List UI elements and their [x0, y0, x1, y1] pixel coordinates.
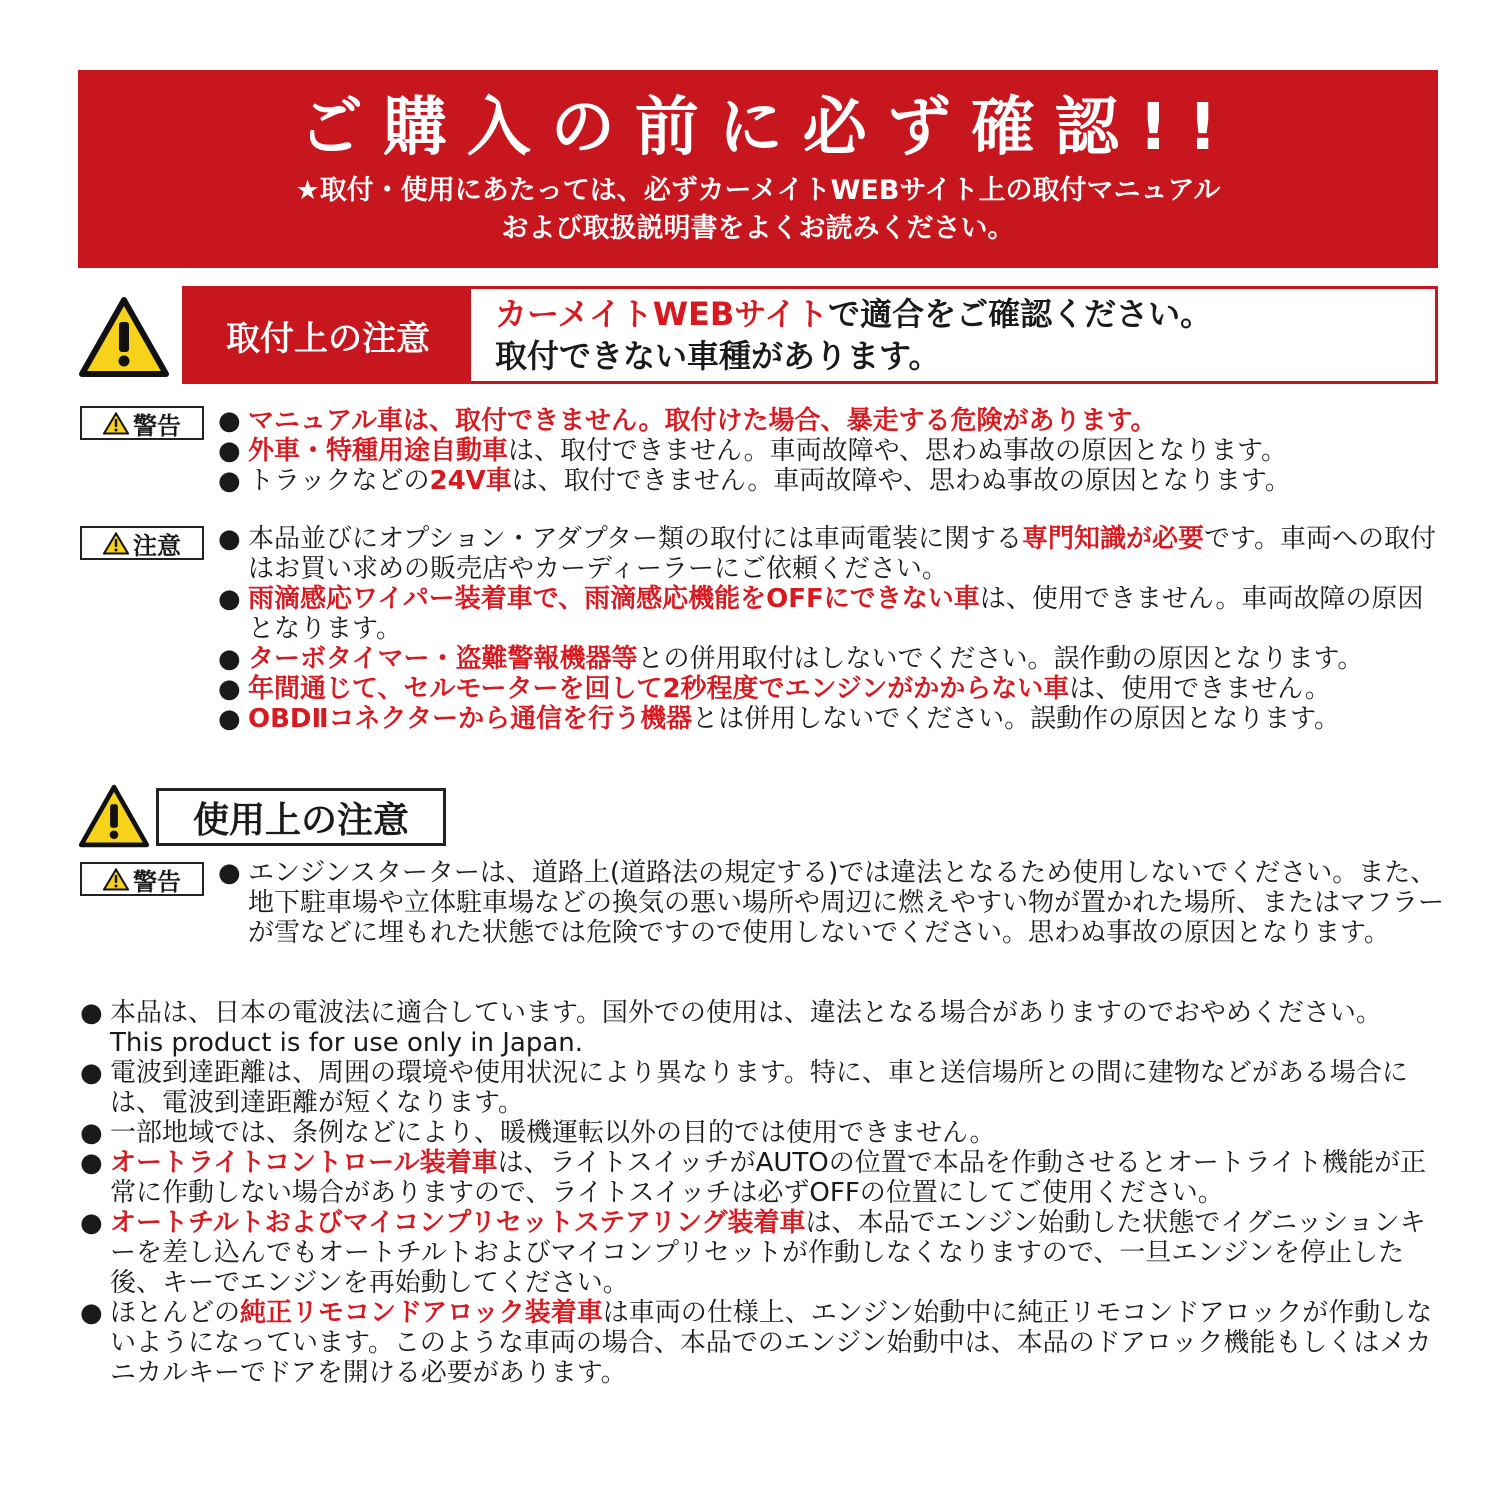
usage-note-6 — [80, 1298, 1450, 1388]
usage-note-5-text: は、本品でエンジン始動した状態でイグニッションキーを差し込んでもオートチルトおよびマイコンプリセットが作動しなくなりますので、一旦エンジンを停止した後、キーでエンジンを再始動してください。 — [110, 1208, 1426, 1298]
install-warning-item-3-pre: トラックなどの — [248, 466, 430, 496]
usage-note-4 — [80, 1148, 1450, 1208]
banner-title: ご購入の前に必ず確認!! — [298, 91, 1238, 165]
install-notice-box — [182, 286, 1438, 384]
install-caution-badge — [80, 526, 204, 560]
install-warning-badge — [80, 406, 204, 440]
bullet: ● — [80, 1058, 103, 1088]
install-caution-item-5-red: OBDⅡコネクターから通信を行う機器 — [248, 704, 693, 734]
usage-note-6-red: 純正リモコンドアロック装着車 — [240, 1298, 603, 1328]
install-warning-list — [218, 406, 1448, 496]
install-warning-item-1 — [218, 406, 1448, 436]
install-notice-label: 取付上の注意 — [185, 289, 471, 381]
install-warning-item-3-text: は、取付できません。車両故障や、思わぬ事故の原因となります。 — [511, 466, 1291, 496]
usage-warning-triangle-icon — [78, 784, 150, 848]
banner-subtitle-line2: および取扱説明書をよくお読みください。 — [501, 213, 1015, 244]
bullet: ● — [80, 998, 103, 1028]
usage-note-6-text: は車両の仕様上、エンジン始動中に純正リモコンドアロックが作動しないようになっています。このような車両の場合、本品でのエンジン始動中は、本品のドアロック機能もしくはメカニカルキーでドアを開ける必要があります。 — [110, 1298, 1433, 1388]
install-notice-line1-rest: で適合をご確認ください。 — [828, 295, 1213, 333]
usage-note-2 — [80, 1058, 1450, 1118]
usage-note-1 — [80, 998, 1450, 1028]
bullet: ● — [80, 1298, 103, 1328]
banner-subtitle-line1: ★取付・使用にあたっては、必ずカーメイトWEBサイト上の取付マニュアル — [295, 175, 1221, 206]
usage-warning-list — [218, 858, 1448, 948]
install-caution-item-1-red: 専門知識が必要 — [1022, 524, 1205, 554]
install-warning-item-2 — [218, 436, 1448, 466]
install-caution-item-2-text: は、使用できません。車両故障の原因となります。 — [248, 584, 1424, 644]
caution-small-icon — [103, 532, 129, 555]
bullet: ● — [218, 704, 241, 734]
usage-warning-item — [218, 858, 1448, 948]
install-warning-item-2-red: 外車・特種用途自動車 — [248, 436, 509, 466]
usage-warning-item-text: エンジンスターターは、道路上(道路法の規定する)では違法となるため使用しないでください。また、地下駐車場や立体駐車場などの換気の悪い場所や周辺に燃えやすい物が置かれた場所、またはマフラーが雪などに埋もれた状態では危険ですので使用しないでください。思わぬ事故の原因となります。 — [248, 858, 1445, 948]
usage-note-1-text: 本品は、日本の電波法に適合しています。国外での使用は、違法となる場合がありますのでおやめください。 — [110, 998, 1382, 1028]
usage-note-4-red: オートライトコントロール装着車 — [110, 1148, 498, 1178]
usage-notice-label: 使用上の注意 — [156, 788, 446, 846]
install-caution-item-2 — [218, 584, 1448, 644]
install-notice-line1 — [495, 293, 1212, 335]
install-warning-item-2-text: は、取付できません。車両故障や、思わぬ事故の原因となります。 — [508, 436, 1287, 466]
usage-notes-list — [80, 998, 1450, 1388]
bullet: ● — [218, 858, 241, 888]
warning-triangle-icon — [78, 296, 170, 378]
install-caution-item-1-text: です。車両への取付はお買い求めの販売店やカーディーラーにご依頼ください。 — [248, 524, 1436, 584]
warning-small-icon — [103, 868, 129, 891]
install-notice-text — [471, 289, 1212, 381]
install-caution-item-2-red: 雨滴感応ワイパー装着車で、雨滴感応機能をOFFにできない車 — [248, 584, 980, 614]
bullet: ● — [80, 1208, 103, 1238]
usage-note-4-text: は、ライトスイッチがAUTOの位置で本品を作動させるとオートライト機能が正常に作動しない場合がありますので、ライトスイッチは必ずOFFの位置にしてご使用ください。 — [110, 1148, 1426, 1208]
bullet: ● — [218, 584, 241, 614]
bullet: ● — [218, 466, 241, 496]
install-caution-list — [218, 524, 1448, 734]
bullet: ● — [218, 524, 241, 554]
bullet: ● — [80, 1118, 103, 1148]
warning-small-icon — [103, 412, 129, 435]
install-warning-item-3 — [218, 466, 1448, 496]
bullet: ● — [218, 406, 241, 436]
install-warning-item-1-red: マニュアル車は、取付できません。取付けた場合、暴走する危険があります。 — [248, 406, 1157, 436]
install-warning-badge-label: 警告 — [133, 411, 181, 440]
usage-warning-badge-label: 警告 — [133, 867, 181, 896]
install-warning-item-3-red: 24V車 — [429, 466, 512, 496]
install-caution-item-5 — [218, 704, 1448, 734]
bullet: ● — [218, 644, 241, 674]
install-caution-item-5-text: とは併用しないでください。誤動作の原因となります。 — [692, 704, 1341, 734]
usage-note-5-red: オートチルトおよびマイコンプリセットステアリング装着車 — [110, 1208, 806, 1238]
bullet: ● — [218, 674, 241, 704]
install-caution-item-4-red: 年間通じて、セルモーターを回して2秒程度でエンジンがかからない車 — [248, 674, 1070, 704]
header-banner — [78, 70, 1438, 268]
install-notice-line2: 取付できない車種があります。 — [495, 337, 941, 375]
install-caution-item-1 — [218, 524, 1448, 584]
usage-note-3-text: 一部地域では、条例などにより、暖機運転以外の目的では使用できません。 — [110, 1118, 996, 1148]
usage-note-3 — [80, 1118, 1450, 1148]
install-caution-badge-label: 注意 — [133, 531, 181, 560]
install-caution-item-3-red: ターボタイマー・盗難警報機器等 — [248, 644, 638, 674]
usage-note-6-pre: ほとんどの — [110, 1298, 241, 1328]
usage-note-1-english: This product is for use only in Japan. — [110, 1028, 584, 1058]
install-caution-item-4-text: は、使用できません。 — [1069, 674, 1331, 704]
install-caution-item-1-pre: 本品並びにオプション・アダプター類の取付には車両電装に関する — [248, 524, 1023, 554]
install-caution-item-3-text: との併用取付はしないでください。誤作動の原因となります。 — [637, 644, 1364, 674]
bullet: ● — [80, 1148, 103, 1178]
install-caution-item-3 — [218, 644, 1448, 674]
bullet: ● — [218, 436, 241, 466]
usage-warning-badge — [80, 862, 204, 896]
usage-note-2-text: 電波到達距離は、周囲の環境や使用状況により異なります。特に、車と送信場所との間に建物などがある場合には、電波到達距離が短くなります。 — [110, 1058, 1408, 1118]
carmate-website-text: カーメイトWEBサイト — [495, 295, 829, 333]
usage-note-5 — [80, 1208, 1450, 1298]
install-caution-item-4 — [218, 674, 1448, 704]
